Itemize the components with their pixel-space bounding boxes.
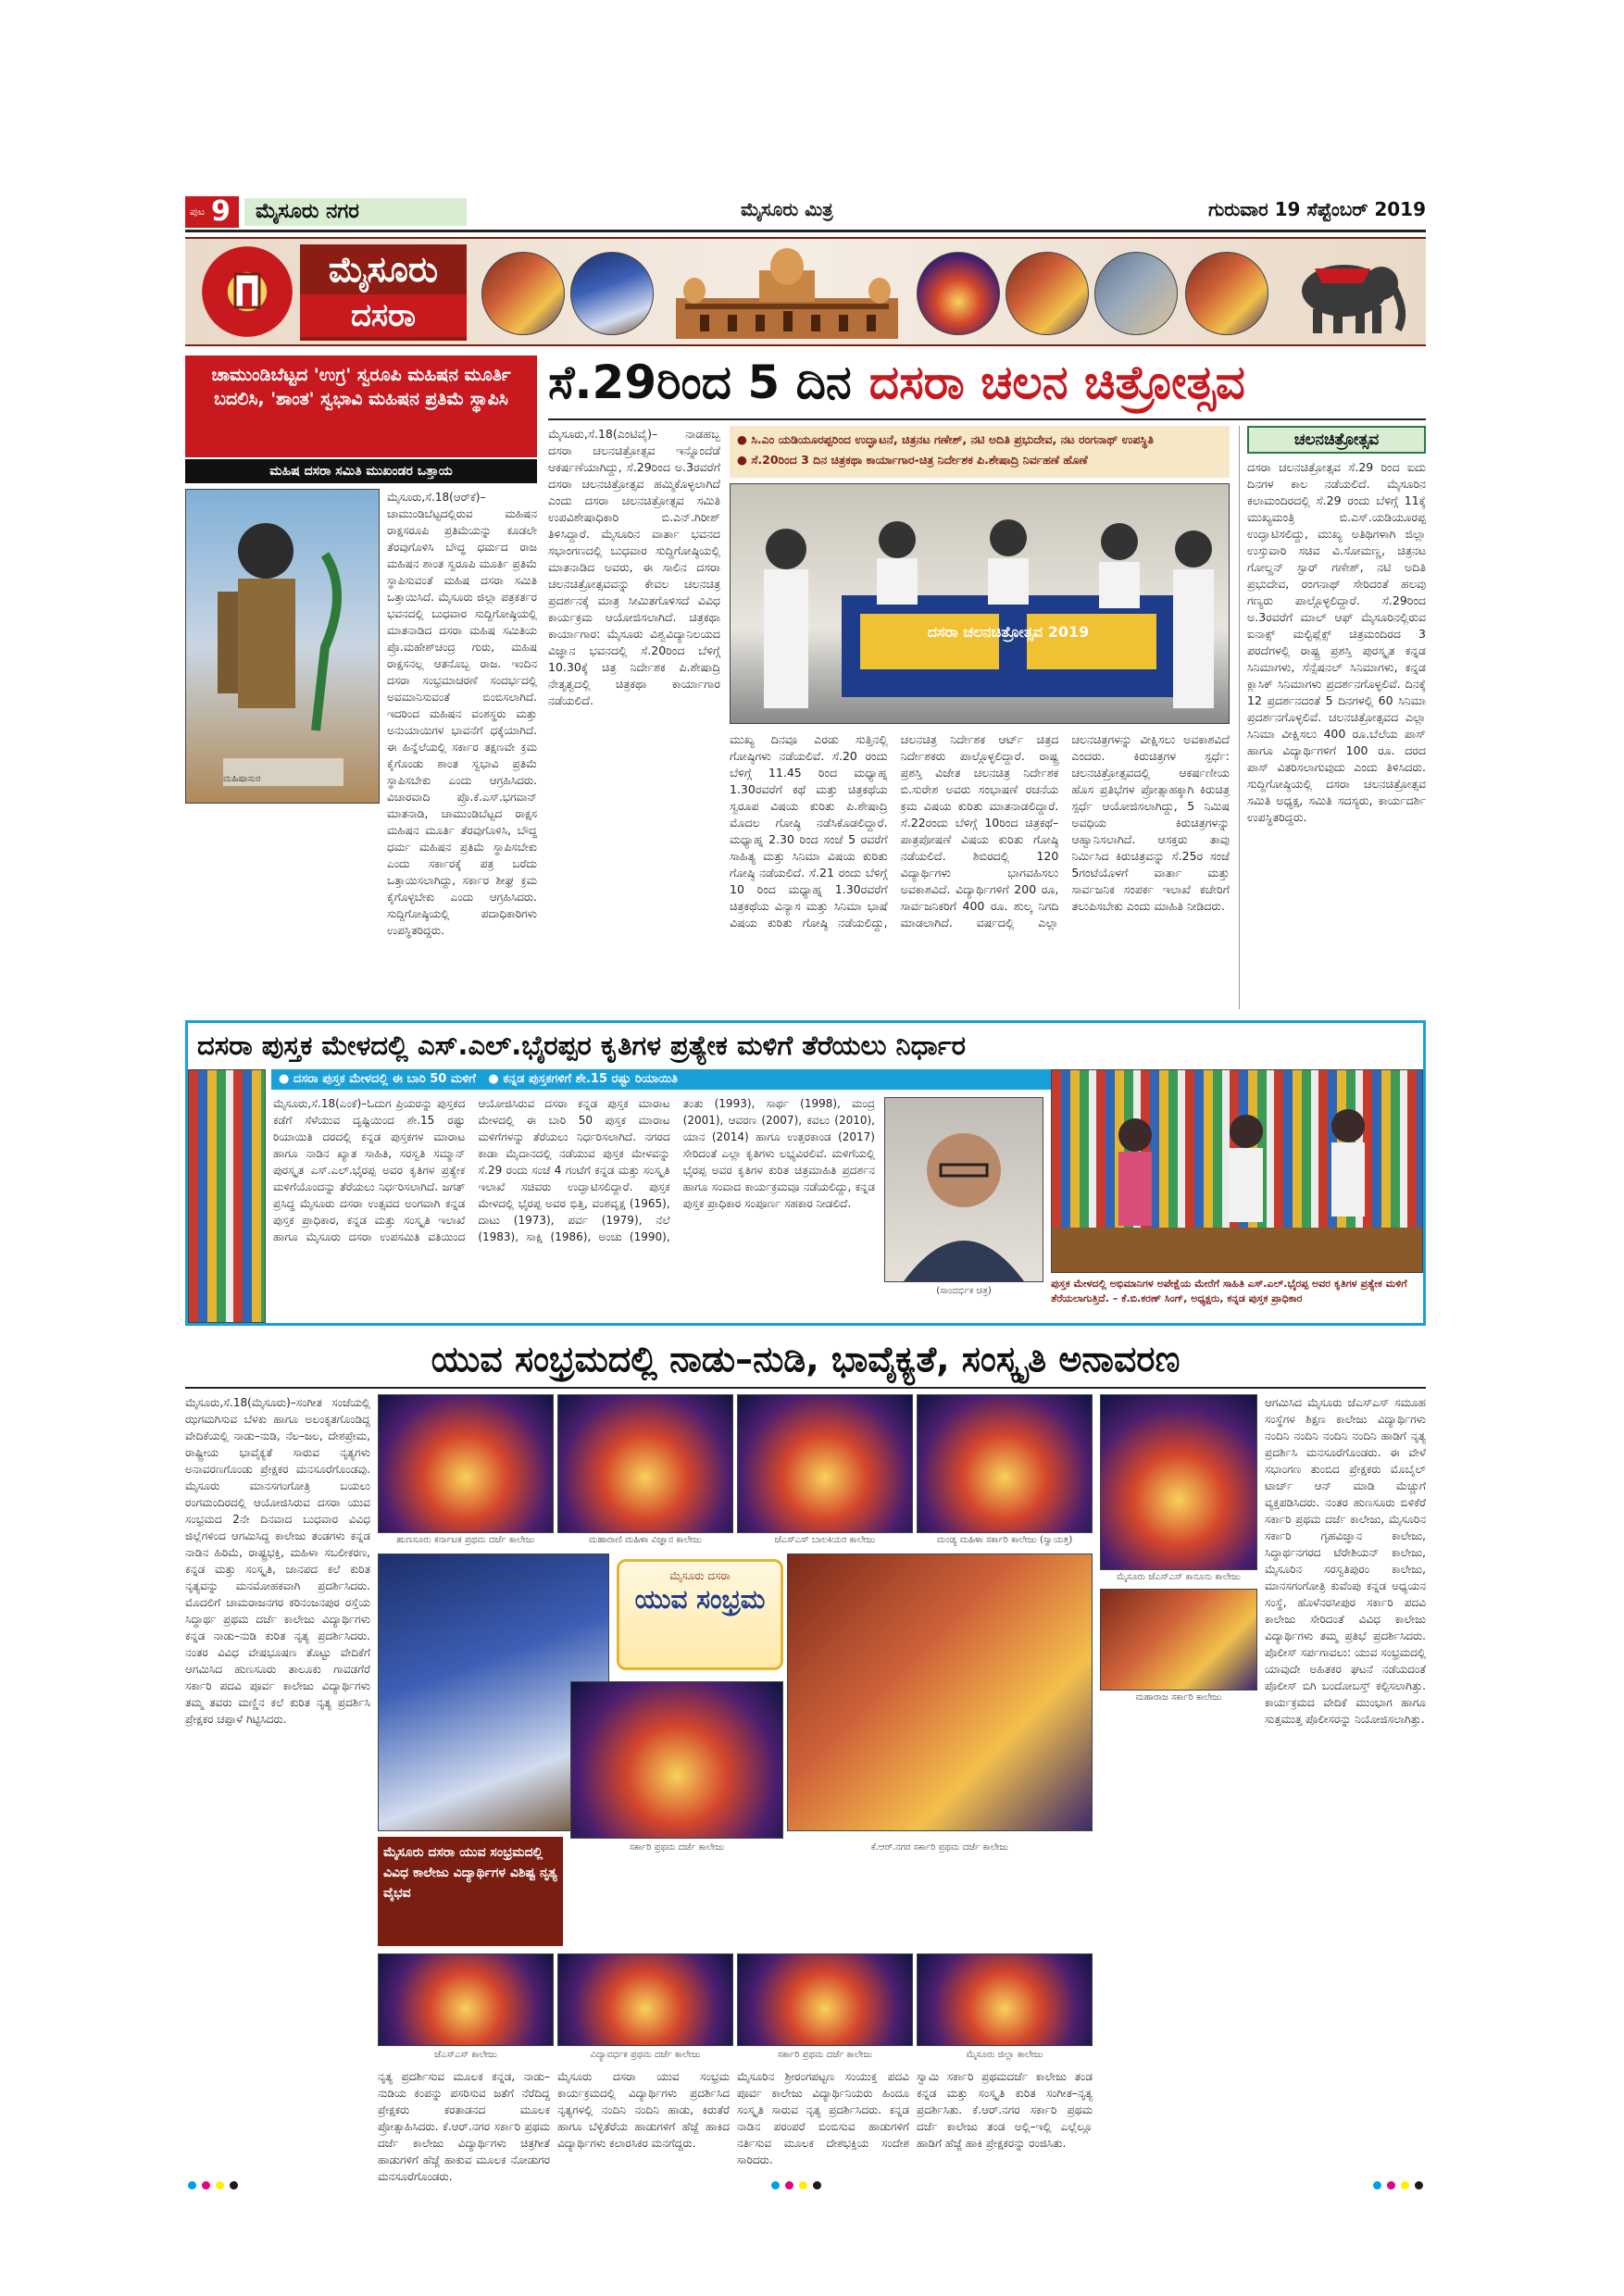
issue-date: ಗುರುವಾರ 19 ಸೆಪ್ಟೆಂಬರ್ 2019	[1208, 198, 1426, 220]
elephant-icon	[1278, 248, 1417, 337]
mahisha-headline: ಚಾಮುಂಡಿಬೆಟ್ಟದ 'ಉಗ್ರ' ಸ್ವರೂಪಿ ಮಹಿಷನ ಮೂರ್ತಿ ಬದಲಿಸಿ, 'ಶಾಂತ' ಸ್ವಭಾವಿ ಮಹಿಷನ ಪ್ರತಿಮೆ ಸ್ಥಾಪಿಸಿ	[185, 356, 537, 457]
book-fair-headline: ದಸರಾ ಪುಸ್ತಕ ಮೇಳದಲ್ಲಿ ಎಸ್.ಎಲ್.ಭೈರಪ್ಪರ ಕೃತಿಗಳ ಪ್ರತ್ಯೇಕ ಮಳಿಗೆ ತೆರೆಯಲು ನಿರ್ಧಾರ	[197, 1029, 967, 1061]
mahisha-story	[185, 356, 537, 1013]
yuva-bottom-3: ಮೈಸೂರಿನ ಶ್ರೀರಂಗಪಟ್ಟಣ ಸಂಯುಕ್ತ ಪದವಿ ಪೂರ್ವ ಕಾಲೇಜು ವಿದ್ಯಾರ್ಥಿನಿಯರು ಹಿಂದೂ ಸಂಸ್ಕೃತಿ ಸಾರುವ ನೃತ್ಯ ಪ್ರದರ್ಶಿಸಿದರು. ಕನ್ನಡ ನಾಡಿನ ಪರಂಪರೆ ಬಿಂಬಿಸುವ ಹಾಡುಗಳಿಗೆ ನರ್ತಿಸುವ ಮೂಲಕ ದೇಶಭಕ್ತಿಯ ಸಂದೇಶ ಸಾರಿದರು.	[737, 2070, 909, 2166]
film-fest-bullet-1: ● ಸಿ.ಎಂ ಯಡಿಯೂರಪ್ಪರಿಂದ ಉದ್ಘಾಟನೆ, ಚಿತ್ರನಟ ಗಣೇಶ್, ನಟಿ ಅದಿತಿ ಪ್ರಭುದೇವ, ನಟ ರಂಗನಾಥ್ ಉಪಸ್ಥಿತಿ	[737, 432, 1154, 446]
yuva-bottom-1: ನೃತ್ಯ ಪ್ರದರ್ಶಿಸುವ ಮೂಲಕ ಕನ್ನಡ, ನಾಡು–ನುಡಿಯ ಕಂಪನ್ನು ಪಸರಿಸುವ ಜತೆಗೆ ನೆರೆದಿದ್ದ ಪ್ರೇಕ್ಷಕರು ಕರತಾಡನದ ಮೂಲಕ ಪ್ರೋತ್ಸಾಹಿಸಿದರು. ಕೆ.ಆರ್.ನಗರ ಸರ್ಕಾರಿ ಪ್ರಥಮ ದರ್ಜೆ ಕಾಲೇಜು ವಿದ್ಯಾರ್ಥಿಗಳು ಚಿತ್ರಗೀತೆ ಹಾಡುಗಳಿಗೆ ಹೆಜ್ಜೆ ಹಾಕುವ ಮೂಲಕ ನೋಡುಗರ ಮನಸೂರೆಗೊಂಡರು.	[378, 2070, 550, 2183]
page-number: 9	[211, 195, 231, 228]
yuva-headline: ಯುವ ಸಂಭ್ರಮದಲ್ಲಿ ನಾಡು–ನುಡಿ, ಭಾವೈಕ್ಯತೆ, ಸಂಸ್ಕೃತಿ ಅನಾವರಣ	[431, 1339, 1181, 1379]
portrait-caption: (ಸಾಂದರ್ಭಿಕ ಚಿತ್ರ)	[936, 1286, 992, 1296]
yuva-strip-caption-3: ಸರ್ಕಾರಿ ಪ್ರಥಮ ದರ್ಜೆ ಕಾಲೇಜು	[777, 2050, 873, 2060]
yuva-caption-3: ಜೆಎಸ್‌ಎಸ್ ಬಾಲಕಿಯರ ಕಾಲೇಜು	[774, 1535, 876, 1545]
reg-dot-magenta	[1387, 2181, 1395, 2190]
banner-title	[300, 244, 467, 341]
yuva-strip-1	[378, 1953, 554, 2046]
sidebar-title: ಚಲನಚಿತ್ರೋತ್ಸವ	[1247, 426, 1426, 454]
yuva-caption-2: ಮಹಾರಾಣಿ ಮಹಿಳಾ ವಿಜ್ಞಾನ ಕಾಲೇಜು	[588, 1535, 703, 1545]
book-fair-bullet-1: ದಸರಾ ಪುಸ್ತಕ ಮೇಳದಲ್ಲಿ ಈ ಬಾರಿ 50 ಮಳಿಗೆ	[293, 1072, 476, 1086]
reg-dot-cyan	[188, 2181, 196, 2190]
yuva-photo-6	[570, 1681, 783, 1839]
sidebar-body: ದಸರಾ ಚಲನಚಿತ್ರೋತ್ಸವ ಸೆ.29 ರಿಂದ ಐದು ದಿನಗಳ ಕಾಲ ನಡೆಯಲಿದೆ. ಮೈಸೂರಿನ ಕಲಾಮಂದಿರದಲ್ಲಿ ಸೆ.29 ರಂದು ಬೆಳಿಗ್ಗೆ 11ಕ್ಕೆ ಮುಖ್ಯಮಂತ್ರಿ ಬಿ.ಎಸ್.ಯಡಿಯೂರಪ್ಪ ಉದ್ಘಾಟಿಸಲಿದ್ದು, ಮುಖ್ಯ ಅತಿಥಿಗಳಾಗಿ ಜಿಲ್ಲಾ ಉಸ್ತುವಾರಿ ಸಚಿವ ವಿ.ಸೋಮಣ್ಣ, ಚಿತ್ರನಟ ಗೋಲ್ಡನ್ ಸ್ಟಾರ್ ಗಣೇಶ್, ನಟಿ ಅದಿತಿ ಪ್ರಭುದೇವ, ರಂಗನಾಥ್ ಸೇರಿದಂತೆ ಹಲವು ಗಣ್ಯರು ಪಾಲ್ಗೊಳ್ಳಲಿದ್ದಾರೆ. ಸೆ.29ರಿಂದ ಅ.3ರವರೆಗೆ ಮಾಲ್ ಆಫ್ ಮೈಸೂರಿನಲ್ಲಿರುವ ಐನಾಕ್ಸ್ ಮಲ್ಟಿಪ್ಲೆಕ್ಸ್ ಚಿತ್ರಮಂದಿರದ 3 ಪರದೆಗಳಲ್ಲಿ ರಾಷ್ಟ್ರ ಪ್ರಶಸ್ತಿ ಪುರಸ್ಕೃತ ಕನ್ನಡ ಸಿನಿಮಾಗಳು, ಸೆನ್ಸೆಷನಲ್ ಸಿನಿಮಾಗಳು, ಕನ್ನಡ ಕ್ಲಾಸಿಕ್ ಸಿನಿಮಾಗಳು ಪ್ರದರ್ಶನಗೊಳ್ಳಲಿವೆ. ದಿನಕ್ಕೆ 12 ಪ್ರದರ್ಶನದಂತೆ 5 ದಿನಗಳಲ್ಲಿ 60 ಸಿನಿಮಾ ಪ್ರದರ್ಶನಗೊಳ್ಳಲಿವೆ. ಚಲನಚಿತ್ರೋತ್ಸವದ ಎಲ್ಲಾ ಸಿನಿಮಾ ವೀಕ್ಷಿಸಲು 400 ರೂ.ಬೆಲೆಯ ಪಾಸ್ ಹಾಗೂ ವಿದ್ಯಾರ್ಥಿಗಳಿಗೆ 100 ರೂ. ದರದ ಪಾಸ್ ವಿತರಿಸಲಾಗುವುದು ಎಂದು ತಿಳಿಸಿದರು. ಸುದ್ದಿಗೋಷ್ಠಿಯಲ್ಲಿ ದಸರಾ ಚಲನಚಿತ್ರೋತ್ಸವ ಸಮಿತಿ ಅಧ್ಯಕ್ಷ, ಸಮಿತಿ ಸದಸ್ಯರು, ಕಾರ್ಯದರ್ಶಿ ಉಪಸ್ಥಿತರಿದ್ದರು.	[1247, 460, 1426, 824]
film-fest-sidebar	[1239, 426, 1426, 1009]
reg-dot-cyan	[771, 2181, 780, 2190]
film-fest-headline	[548, 356, 1426, 417]
yuva-logo-small: ಮೈಸೂರು ದಸರಾ	[669, 1569, 731, 1582]
registration-marks-center	[768, 2176, 824, 2193]
reg-dot-yellow	[216, 2181, 224, 2190]
yuva-rule	[185, 1387, 1426, 1389]
yuva-strip-caption-1: ಜೆಎಸ್‌ಎಸ್ ಕಾಲೇಜು	[434, 2050, 497, 2060]
dasara-banner	[185, 237, 1426, 346]
banner-title-line1: ಮೈಸೂರು	[328, 249, 439, 290]
yuva-logo-big: ಯುವ ಸಂಭ್ರಮ	[634, 1584, 766, 1615]
yuva-shiva-photo	[1100, 1394, 1257, 1570]
reg-dot-magenta	[785, 2181, 793, 2190]
book-fair-bullets: ● ದಸರಾ ಪುಸ್ತಕ ಮೇಳದಲ್ಲಿ ಈ ಬಾರಿ 50 ಮಳಿಗೆ ● ಕನ್ನಡ ಪುಸ್ತಕಗಳಿಗೆ ಶೇ.15 ರಷ್ಟು ರಿಯಾಯಿತಿ	[271, 1069, 1058, 1090]
film-fest-bullet-2: ● ಸೆ.20ರಿಂದ 3 ದಿನ ಚಿತ್ರಕಥಾ ಕಾರ್ಯಾಗಾರ-ಚಿತ್ರ ನಿರ್ದೇಶಕ ಪಿ.ಶೇಷಾದ್ರಿ ನಿರ್ವಹಣೆ ಹೊಣೆ	[737, 453, 1088, 467]
yuva-strip-2	[557, 1953, 733, 2046]
film-fest-body-bottom: ಮುಖ್ಯ ದಿನವೂ ಎರಡು ಸುತ್ತಿನಲ್ಲಿ ಗೋಷ್ಠಿಗಳು ನಡೆಯಲಿವೆ. ಸೆ.20 ರಂದು ಬೆಳಿಗ್ಗೆ 11.45 ರಿಂದ ಮಧ್ಯಾಹ್ನ 1.30ರವರೆಗೆ ಕಥೆ ಮತ್ತು ಚಿತ್ರಕಥೆಯ ಸ್ವರೂಪ ವಿಷಯ ಕುರಿತು ಪಿ.ಶೇಷಾದ್ರಿ ಮೊದಲ ಗೋಷ್ಠಿ ನಡೆಸಿಕೊಡಲಿದ್ದಾರೆ. ಮಧ್ಯಾಹ್ನ 2.30 ರಿಂದ ಸಂಜೆ 5 ರವರೆಗೆ ಸಾಹಿತ್ಯ ಮತ್ತು ಸಿನಿಮಾ ವಿಷಯ ಕುರಿತು ಗೋಷ್ಠಿ ನಡೆಯಲಿದೆ. ಸೆ.21 ರಂದು ಬೆಳಿಗ್ಗೆ 10 ರಿಂದ ಮಧ್ಯಾಹ್ನ 1.30ರವರೆಗೆ ಚಿತ್ರಕಥೆಯ ವಿನ್ಯಾಸ ಮತ್ತು ಸಿನಿಮಾ ಭಾಷೆ ವಿಷಯ ಕುರಿತು ಗೋಷ್ಠಿ ನಡೆಯಲಿದ್ದು, ಚಲನಚಿತ್ರ ನಿರ್ದೇಶಕ ಆರ್ಟ್ ಚಿತ್ರದ ನಿರ್ದೇಶಕರು ಪಾಲ್ಗೊಳ್ಳಲಿದ್ದಾರೆ. ರಾಷ್ಟ್ರ ಪ್ರಶಸ್ತಿ ವಿಜೇತ ಚಲನಚಿತ್ರ ನಿರ್ದೇಶಕ ಬಿ.ಸುರೇಶ ಅವರು ಸಂಭಾಷಣೆ ರಚನೆಯ ಕ್ರಮ ವಿಷಯ ಕುರಿತು ಮಾತನಾಡಲಿದ್ದಾರೆ. ಸೆ.22ರಂದು ಬೆಳಿಗ್ಗೆ 10ರಿಂದ ಚಿತ್ರಕಥೆ–ಪಾತ್ರಪೋಷಣೆ ವಿಷಯ ಕುರಿತು ಗೋಷ್ಠಿ ನಡೆಯಲಿದೆ. ಶಿಬಿರದಲ್ಲಿ 120 ವಿದ್ಯಾರ್ಥಿಗಳು ಭಾಗವಹಿಸಲು ಅವಕಾಶವಿದೆ. ವಿದ್ಯಾರ್ಥಿಗಳಿಗೆ 200 ರೂ, ಸಾರ್ವಜನಿಕರಿಗೆ 400 ರೂ. ಶುಲ್ಕ ನಿಗದಿ ಮಾಡಲಾಗಿದೆ. ವರ್ಷದಲ್ಲಿ ಎಲ್ಲಾ ಚಲನಚಿತ್ರಗಳನ್ನು ವೀಕ್ಷಿಸಲು ಅವಕಾಶವಿದೆ ಎಂದರು. ಕಿರುಚಿತ್ರಗಳ ಸ್ಪರ್ಧೆ: ಚಲನಚಿತ್ರೋತ್ಸವದಲ್ಲಿ ಆಕರ್ಷಣೀಯ ಹೊಸ ಪ್ರತಿಭೆಗಳ ಪ್ರೋತ್ಸಾಹಕ್ಕಾಗಿ ಕಿರುಚಿತ್ರ ಸ್ಪರ್ಧೆ ಆಯೋಜಿಸಲಾಗಿದ್ದು, 5 ನಿಮಿಷ ಅವಧಿಯ ಕಿರುಚಿತ್ರಗಳನ್ನು ಆಹ್ವಾನಿಸಲಾಗಿದೆ. ಆಸಕ್ತರು ತಾವು ನಿರ್ಮಿಸಿದ ಕಿರುಚಿತ್ರವನ್ನು ಸೆ.25ರ ಸಂಜೆ 5ಗಂಟೆಯೊಳಗೆ ವಾರ್ತಾ ಮತ್ತು ಸಾರ್ವಜನಿಕ ಸಂಪರ್ಕ ಇಲಾಖೆ ಕಚೇರಿಗೆ ತಲುಪಿಸಬೇಕು ಎಂದು ಮಾಹಿತಿ ನೀಡಿದರು.	[730, 732, 1230, 930]
page-number-badge	[185, 196, 239, 228]
film-fest-headline-b: ದಸರಾ ಚಲನ ಚಿತ್ರೋತ್ಸವ	[868, 356, 1245, 409]
yuva-logo	[617, 1559, 783, 1670]
reg-dot-black	[813, 2181, 821, 2190]
banner-thumb-2	[570, 252, 654, 335]
banner-title-line2: ದಸರಾ	[300, 294, 467, 337]
yuva-photo-2	[557, 1394, 733, 1533]
yuva-strip-caption-2: ವಿದ್ಯಾವರ್ಧಕ ಪ್ರಥಮ ದರ್ಜೆ ಕಾಲೇಜು	[590, 2050, 701, 2060]
mahisha-subhead: ಮಹಿಷ ದಸರಾ ಸಮಿತಿ ಮುಖಂಡರ ಒತ್ತಾಯ	[185, 459, 537, 483]
yuva-photo-4	[917, 1394, 1093, 1533]
goddess-thumb	[1185, 252, 1268, 335]
yuva-caption-6: ಕೆ.ಆರ್.ನಗರ ಸರ್ಕಾರಿ ಪ್ರಥಮ ದರ್ಜೆ ಕಾಲೇಜು	[870, 1842, 1009, 1853]
bhyrappa-portrait	[884, 1097, 1043, 1282]
film-fest-rule	[548, 418, 1426, 420]
film-fest-body-top: ಮೈಸೂರು,ಸೆ.18(ಎಂಟಿವೈ)– ನಾಡಹಬ್ಬ ದಸರಾ ಚಲನಚಿತ್ರೋತ್ಸವ ಇನ್ನೊಂದೆಡೆ ಆಕರ್ಷಣೆಯಾಗಿದ್ದು, ಸೆ.29ರಿಂದ ಅ.3ರವರೆಗೆ ದಸರಾ ಚಲನಚಿತ್ರೋತ್ಸವ ಹಮ್ಮಿಕೊಳ್ಳಲಾಗಿದೆ ಎಂದು ದಸರಾ ಚಲನಚಿತ್ರೋತ್ಸವ ಸಮಿತಿ ಉಪವಿಶೇಷಾಧಿಕಾರಿ ಬಿ.ಎನ್.ಗಿರೀಶ್ ತಿಳಿಸಿದ್ದಾರೆ. ಮೈಸೂರಿನ ವಾರ್ತಾ ಭವನದ ಸಭಾಂಗಣದಲ್ಲಿ ಬುಧವಾರ ಸುದ್ದಿಗೋಷ್ಠಿಯಲ್ಲಿ ಮಾತನಾಡಿದ ಅವರು, ಈ ಸಾಲಿನ ದಸರಾ ಚಲನಚಿತ್ರೋತ್ಸವವನ್ನು ಕೇವಲ ಚಲನಚಿತ್ರ ಪ್ರದರ್ಶನಕ್ಕೆ ಮಾತ್ರ ಸೀಮಿತಗೊಳಿಸದೆ ವಿವಿಧ ಕಾರ್ಯಕ್ರಮ ಆಯೋಜಿಸಲಾಗಿದೆ. ಚಿತ್ರಕಥಾ ಕಾರ್ಯಾಗಾರ: ಮೈಸೂರು ವಿಶ್ವವಿದ್ಯಾನಿಲಯದ ವಿಜ್ಞಾನ ಭವನದಲ್ಲಿ ಸೆ.20ರಿಂದ ಬೆಳಿಗ್ಗೆ 10.30ಕ್ಕೆ ಚಿತ್ರ ನಿರ್ದೇಶಕ ಪಿ.ಶೇಷಾದ್ರಿ ನೇತೃತ್ವದಲ್ಲಿ ಚಿತ್ರಕಥಾ ಕಾರ್ಯಾಗಾರ ನಡೆಯಲಿದೆ.	[548, 427, 720, 707]
banner-thumb-4	[1006, 252, 1089, 335]
yuva-bottom-strip	[378, 1953, 1093, 2065]
film-fest-headline-a: ಸೆ.29ರಿಂದ 5 ದಿನ	[548, 356, 852, 409]
yuva-goddess-photo	[1100, 1589, 1257, 1691]
header-bar	[185, 196, 1426, 228]
film-fest-press-photo	[730, 483, 1230, 724]
yuva-right-photos	[1100, 1394, 1426, 1726]
reg-dot-black	[230, 2181, 238, 2190]
reg-dot-cyan	[1373, 2181, 1381, 2190]
yuva-caption-1: ಹುಣಸೂರು ಕರ್ನಾಟಕ ಪ್ರಥಮ ದರ್ಜೆ ಕಾಲೇಜು	[396, 1535, 535, 1545]
book-fair-body: ಮೈಸೂರು,ಸೆ.18(ಎಂಕೆ)–ಓದುಗ ಪ್ರಿಯರನ್ನು ಪುಸ್ತಕದ ಕಡೆಗೆ ಸೆಳೆಯುವ ದೃಷ್ಟಿಯಿಂದ ಶೇ.15 ರಷ್ಟು ರಿಯಾಯಿತಿ ದರದಲ್ಲಿ ಕನ್ನಡ ಪುಸ್ತಕಗಳ ಮಾರಾಟ ಹಾಗೂ ನಾಡಿನ ಖ್ಯಾತ ಸಾಹಿತಿ, ಸರಸ್ವತಿ ಸಮ್ಮಾನ್ ಪುರಸ್ಕೃತ ಎಸ್.ಎಲ್.ಭೈರಪ್ಪ ಅವರ ಕೃತಿಗಳ ಪ್ರತ್ಯೇಕ ಮಳಿಗೆಯೊಂದನ್ನು ತೆರೆಯಲು ನಿರ್ಧರಿಸಲಾಗಿದೆ. ಜಗತ್ ಪ್ರಸಿದ್ಧ ಮೈಸೂರು ದಸರಾ ಉತ್ಸವದ ಅಂಗವಾಗಿ ಕನ್ನಡ ಪುಸ್ತಕ ಪ್ರಾಧಿಕಾರ, ಕನ್ನಡ ಮತ್ತು ಸಂಸ್ಕೃತಿ ಇಲಾಖೆ ಹಾಗೂ ಮೈಸೂರು ದಸರಾ ಉಪಸಮಿತಿ ವತಿಯಿಂದ ಆಯೋಜಿಸಿರುವ ದಸರಾ ಕನ್ನಡ ಪುಸ್ತಕ ಮಾರಾಟ ಮೇಳದಲ್ಲಿ ಈ ಬಾರಿ 50 ಪುಸ್ತಕ ಮಾರಾಟ ಮಳಿಗೆಗಳನ್ನು ತೆರೆಯಲು ನಿರ್ಧರಿಸಲಾಗಿದೆ. ನಗರದ ಕಾಡಾ ಮೈದಾನದಲ್ಲಿ ನಡೆಯುವ ಪುಸ್ತಕ ಮೇಳವನ್ನು ಸೆ.29 ರಂದು ಸಂಜೆ 4 ಗಂಟೆಗೆ ಕನ್ನಡ ಮತ್ತು ಸಂಸ್ಕೃತಿ ಇಲಾಖೆ ಸಚಿವರು ಉದ್ಘಾಟಿಸಲಿದ್ದಾರೆ. ಪುಸ್ತಕ ಮೇಳದಲ್ಲಿ ಭೈರಪ್ಪ ಅವರ ಭಿತ್ತಿ, ವಂಶವೃಕ್ಷ (1965), ದಾಟು (1973), ಪರ್ವ (1979), ನೆಲೆ (1983), ಸಾಕ್ಷಿ (1986), ಅಂಚು (1990), ತಂತು (1993), ಸಾರ್ಥ (1998), ಮಂದ್ರ (2001), ಆವರಣ (2007), ಕವಲು (2010), ಯಾನ (2014) ಹಾಗೂ ಉತ್ತರಕಾಂಡ (2017) ಸೇರಿದಂತೆ ಎಲ್ಲಾ ಕೃತಿಗಳು ಲಭ್ಯವಿರಲಿವೆ. ಮಳಿಗೆಯಲ್ಲಿ ಭೈರಪ್ಪ ಅವರ ಕೃತಿಗಳ ಕುರಿತ ಚಿತ್ರಮಾಹಿತಿ ಪ್ರದರ್ಶನ ಹಾಗೂ ಸಂವಾದ ಕಾರ್ಯಕ್ರಮವೂ ನಡೆಯಲಿದ್ದು, ಕನ್ನಡ ಪುಸ್ತಕ ಪ್ರಾಧಿಕಾರ ಸಂಪೂರ್ಣ ಸಹಕಾರ ನೀಡಲಿದೆ.	[273, 1097, 875, 1243]
yuva-strip-3	[737, 1953, 913, 2046]
section-title: ಮೈಸೂರು ನಗರ	[244, 198, 467, 226]
paper-name: ಮೈಸೂರು ಮಿತ್ರ	[741, 198, 833, 220]
yuva-col-right: ಆಗಮಿಸಿದ ಮೈಸೂರು ಜೆಎಸ್‌ಎಸ್ ಸಮೂಹ ಸಂಸ್ಥೆಗಳ ಶಿಕ್ಷಣ ಕಾಲೇಜು ವಿದ್ಯಾರ್ಥಿಗಳು ನಂದಿನಿ ನಂದಿನಿ ನಂದಿನಿ ನಂದಿನಿ ಹಾಡಿಗೆ ನೃತ್ಯ ಪ್ರದರ್ಶಿಸಿ ಮನಸೂರೆಗೊಂಡರು. ಈ ವೇಳೆ ಸಭಾಂಗಣ ತುಂಬಿದ ಪ್ರೇಕ್ಷಕರು ಮೊಬೈಲ್ ಟಾರ್ಚ್ ಆನ್ ಮಾಡಿ ಮೆಚ್ಚುಗೆ ವ್ಯಕ್ತಪಡಿಸಿದರು. ನಂತರ ಹುಣಸೂರು ಬಿಳಿಕೆರೆ ಸರ್ಕಾರಿ ಪ್ರಥಮ ದರ್ಜೆ ಕಾಲೇಜು, ಮೈಸೂರಿನ ಸರ್ಕಾರಿ ಗೃಹವಿಜ್ಞಾನ ಕಾಲೇಜು, ಸಿದ್ಧಾರ್ಥನಗರದ ಟೆರೇಶಿಯನ್ ಕಾಲೇಜು, ಮೈಸೂರಿನ ಸರಸ್ವತಿಪುರಂ ಕಾಲೇಜು, ಮಾನಸಗಂಗೋತ್ರಿ ಕುವೆಂಪು ಕನ್ನಡ ಅಧ್ಯಯನ ಸಂಸ್ಥೆ, ಹೊಳೆನರಸೀಪುರ ಸರ್ಕಾರಿ ಪದವಿ ಕಾಲೇಜು ಸೇರಿದಂತೆ ವಿವಿಧ ಕಾಲೇಜು ವಿದ್ಯಾರ್ಥಿಗಳು ತಮ್ಮ ಪ್ರತಿಭೆ ಪ್ರದರ್ಶಿಸಿದರು. ಪೊಲೀಸ್ ಸರ್ಪಗಾವಲು: ಯುವ ಸಂಭ್ರಮದಲ್ಲಿ ಯಾವುದೇ ಅಹಿತಕರ ಘಟನೆ ನಡೆಯದಂತೆ ಪೊಲೀಸ್ ಬಿಗಿ ಬಂದೋಬಸ್ತ್ ಕಲ್ಪಿಸಲಾಗಿತ್ತು. ಕಾರ್ಯಕ್ರಮದ ವೇದಿಕೆ ಮುಂಭಾಗ ಹಾಗೂ ಸುತ್ತಮುತ್ತ ಪೊಲೀಸರನ್ನು ನಿಯೋಜಿಸಲಾಗಿತ್ತು.	[1265, 1396, 1426, 1726]
reg-dot-yellow	[799, 2181, 807, 2190]
dasara-emblem-icon	[202, 246, 293, 337]
book-fair-bullet-2: ಕನ್ನಡ ಪುಸ್ತಕಗಳಿಗೆ ಶೇ.15 ರಷ್ಟು ರಿಯಾಯಿತಿ	[503, 1072, 679, 1086]
book-stack-photo	[188, 1069, 266, 1323]
yuva-photo-5	[787, 1554, 1093, 1831]
yuva-photo-3	[737, 1394, 913, 1533]
mysore-palace-icon	[667, 243, 907, 343]
yuva-bottom-2: ಮೈಸೂರು ದಸರಾ ಯುವ ಸಂಭ್ರಮ ಕಾರ್ಯಕ್ರಮದಲ್ಲಿ ವಿದ್ಯಾರ್ಥಿಗಳು ಪ್ರದರ್ಶಿಸಿದ ನೃತ್ಯಗಳಲ್ಲಿ ನಂದಿನಿ ನಂದಿನಿ ಹಾಡು, ಕಿರುತೆರೆ ಹಾಗೂ ಬೆಳ್ಳಿತೆರೆಯ ಹಾಡುಗಳಿಗೆ ಹೆಜ್ಜೆ ಹಾಕಿದ ವಿದ್ಯಾರ್ಥಿಗಳು ಕಲಾರಸಿಕರ ಮನಗೆದ್ದರು.	[557, 2070, 730, 2150]
book-stall-caption: ಪುಸ್ತಕ ಮೇಳದಲ್ಲಿ ಅಭಿಮಾನಿಗಳ ಅಪೇಕ್ಷೆಯ ಮೇರೆಗೆ ಸಾಹಿತಿ ಎಸ್.ಎಲ್.ಭೈರಪ್ಪ ಅವರ ಕೃತಿಗಳ ಪ್ರತ್ಯೇಕ ಮಳಿಗೆ ತೆರೆಯಲಾಗುತ್ತಿದೆ. – ಕೆ.ಬಿ.ಕರಣ್ ಸಿಂಗ್, ಅಧ್ಯಕ್ಷರು, ಕನ್ನಡ ಪುಸ್ತಕ ಪ್ರಾಧಿಕಾರ	[1051, 1278, 1407, 1304]
reg-dot-yellow	[1401, 2181, 1409, 2190]
yuva-col-left: ಮೈಸೂರು,ಸೆ.18(ಮೈಸೂರು)–ಸಂಗೀತ ಸಂಜೆಯಲ್ಲಿ ಝಗಮಗಿಸುವ ಬೆಳಕು ಹಾಗೂ ಅಲಂಕೃತಗೊಂಡಿದ್ದ ವೇದಿಕೆಯಲ್ಲಿ ನಾಡು–ನುಡಿ, ನೆಲ–ಜಲ, ದೇಶಪ್ರೇಮ, ರಾಷ್ಟ್ರೀಯ ಭಾವೈಕ್ಯತೆ ಸಾರುವ ನೃತ್ಯಗಳು ಅನಾವರಣಗೊಂಡು ಪ್ರೇಕ್ಷಕರ ಮನಸೂರೆಗೊಂಡವು. ಮೈಸೂರು ಮಾನಸಗಂಗೋತ್ರಿ ಬಯಲು ರಂಗಮಂದಿರದಲ್ಲಿ ಆಯೋಜಿಸಿರುವ ದಸರಾ ಯುವ ಸಂಭ್ರಮದ 2ನೇ ದಿನವಾದ ಬುಧವಾರ ವಿವಿಧ ಜಿಲ್ಲೆಗಳಿಂದ ಆಗಮಿಸಿದ್ದ ಕಾಲೇಜು ತಂಡಗಳು ಕನ್ನಡ ನಾಡಿನ ಹಿರಿಮೆ, ರಾಷ್ಟ್ರಭಕ್ತಿ, ಮಹಿಳಾ ಸಬಲೀಕರಣ, ಕನ್ನಡ ಮತ್ತು ಸಂಸ್ಕೃತಿ, ಜಾನಪದ ಕಲೆ ಕುರಿತ ನೃತ್ಯವನ್ನು ಮನಮೋಹಕವಾಗಿ ಪ್ರದರ್ಶಿಸಿದರು. ಮೊದಲಿಗೆ ಚಾಮರಾಜನಗರ ಕರಿನಂಜನಪುರ ರಸ್ತೆಯ ಸಿದ್ಧಾರ್ಥ ಪ್ರಥಮ ದರ್ಜೆ ಕಾಲೇಜು ವಿದ್ಯಾರ್ಥಿಗಳು ಕನ್ನಡ ನಾಡು–ನುಡಿ ಕುರಿತ ನೃತ್ಯ ಪ್ರದರ್ಶಿಸಿದರು. ನಂತರ ವಿವಿಧ ವೇಷಭೂಷಣ ತೊಟ್ಟು ವೇದಿಕೆಗೆ ಆಗಮಿಸಿದ ಹುಣಸೂರು ತಾಲೂಕು ಗಾವಡಗೆರೆ ಸರ್ಕಾರಿ ಪದವಿ ಪೂರ್ವ ಕಾಲೇಜು ವಿದ್ಯಾರ್ಥಿಗಳು ತಮ್ಮ ತವರು ಮಣ್ಣಿನ ಕಲೆ ಕುರಿತ ನೃತ್ಯ ಪ್ರದರ್ಶಿಸಿ ಪ್ರೇಕ್ಷಕರ ಚಪ್ಪಾಳೆ ಗಿಟ್ಟಿಸಿದರು.	[185, 1396, 370, 1726]
yuva-info-box: ಮೈಸೂರು ದಸರಾ ಯುವ ಸಂಭ್ರಮದಲ್ಲಿ ವಿವಿಧ ಕಾಲೇಜು ವಿದ್ಯಾರ್ಥಿಗಳ ವಿಶಿಷ್ಟ ನೃತ್ಯ ವೈಭವ	[378, 1837, 563, 1946]
banner-thumb-1	[481, 252, 565, 335]
yuva-photo-grid	[378, 1394, 1093, 1950]
yuva-caption-5: ಸರ್ಕಾರಿ ಪ್ರಥಮ ದರ್ಜೆ ಕಾಲೇಜು	[629, 1842, 725, 1853]
yuva-caption-8: ಮಹಾರಾಜ ಸರ್ಕಾರಿ ಕಾಲೇಜು	[1135, 1692, 1222, 1703]
book-stall-photo	[1051, 1069, 1423, 1273]
yuva-caption-7: ಮೈಸೂರು ಜೆಎಸ್‌ಎಸ್ ಕಾನೂನು ಕಾಲೇಜು	[1116, 1572, 1242, 1582]
film-fest-bullets	[730, 426, 1230, 478]
page-label: ಪುಟ	[190, 206, 206, 218]
header-rule	[185, 230, 1426, 232]
yuva-photo-1	[378, 1394, 554, 1533]
reg-dot-magenta	[202, 2181, 210, 2190]
yuva-strip-caption-4: ಮೈಸೂರು ಜಿಲ್ಲಾ ಕಾಲೇಜು	[966, 2050, 1043, 2060]
film-fest-banner-text: ದಸರಾ ಚಲನಚಿತ್ರೋತ್ಸವ 2019	[927, 623, 1090, 641]
book-fair-box	[185, 1020, 1426, 1326]
banner-thumb-3	[917, 252, 1000, 335]
registration-marks-right	[1370, 2176, 1426, 2193]
banner-thumb-5	[1094, 252, 1178, 335]
mahisha-statue-photo	[185, 489, 380, 804]
reg-dot-black	[1415, 2181, 1423, 2190]
yuva-caption-4: ಮಂಡ್ಯ ಮಹಿಳಾ ಸರ್ಕಾರಿ ಕಾಲೇಜು (ಸ್ವಾಯತ್ತ)	[936, 1535, 1073, 1545]
mahisha-photo-caption: ಮಹಿಷಾಸುರ	[223, 774, 261, 784]
yuva-bottom-4: ಸ್ವಾಮಿ ಸರ್ಕಾರಿ ಪ್ರಥಮದರ್ಜೆ ಕಾಲೇಜು ತಂಡ ಕನ್ನಡ ಮತ್ತು ಸಂಸ್ಕೃತಿ ಕುರಿತ ಸಂಗೀತ–ನೃತ್ಯ ಪ್ರದರ್ಶಿಸಿತು. ಕೆ.ಆರ್.ನಗರ ಸರ್ಕಾರಿ ಪ್ರಥಮ ದರ್ಜೆ ಕಾಲೇಜು ತಂಡ ಅಲ್ಲಿ–ಇಲ್ಲಿ ಎಲ್ಲೆಲ್ಲೂ ಹಾಡಿಗೆ ಹೆಜ್ಜೆ ಹಾಕಿ ಪ್ರೇಕ್ಷಕರನ್ನು ರಂಜಿಸಿತು.	[917, 2070, 1093, 2150]
yuva-strip-4	[917, 1953, 1093, 2046]
registration-marks-left	[185, 2176, 241, 2193]
mahisha-body: ಮೈಸೂರು,ಸೆ.18(ಆರ್‌ಕೆ)–ಚಾಮುಂಡಿಬೆಟ್ಟದಲ್ಲಿರುವ ಮಹಿಷನ ರಾಕ್ಷಸರೂಪಿ ಪ್ರತಿಮೆಯನ್ನು ಕೂಡಲೇ ತೆರವುಗೊಳಿಸಿ ಬೌದ್ಧ ಧರ್ಮದ ರಾಜ ಮಹಿಷನ ಶಾಂತ ಸ್ವರೂಪಿ ಮೂರ್ತಿ ಪ್ರತಿಮೆ ಸ್ಥಾಪಿಸುವಂತೆ ಮಹಿಷ ದಸರಾ ಸಮಿತಿ ಒತ್ತಾಯಿಸಿದೆ. ಮೈಸೂರು ಜಿಲ್ಲಾ ಪತ್ರಕರ್ತರ ಭವನದಲ್ಲಿ ಬುಧವಾರ ಸುದ್ದಿಗೋಷ್ಠಿಯಲ್ಲಿ ಮಾತನಾಡಿದ ದಸರಾ ಮಹಿಷ ಸಮಿತಿಯ ಪ್ರೊ.ಮಹೇಶ್‌ಚಂದ್ರ ಗುರು, ಮಹಿಷ ರಾಕ್ಷಸನಲ್ಲ ಆತನೊಬ್ಬ ರಾಜ. ಇಂದಿನ ದಸರಾ ಸಂಭ್ರಮಾಚರಣೆ ಸಂದರ್ಭದಲ್ಲಿ ಅವಮಾನಿಸುವಂತೆ ಬಿಂಬಿಸಲಾಗಿದೆ. ಇದರಿಂದ ಮಹಿಷನ ವಂಶಸ್ಥರು ಮತ್ತು ಅನುಯಾಯಿಗಳ ಭಾವನೆಗೆ ಧಕ್ಕೆಯಾಗಿದೆ. ಈ ಹಿನ್ನೆಲೆಯಲ್ಲಿ ಸರ್ಕಾರ ತಕ್ಷಣವೇ ಕ್ರಮ ಕೈಗೊಂಡು ಶಾಂತ ಸ್ವಭಾವಿ ಪ್ರತಿಮೆ ಸ್ಥಾಪಿಸಬೇಕು ಎಂದು ಆಗ್ರಹಿಸಿದರು. ವಿಚಾರವಾದಿ ಪ್ರೊ.ಕೆ.ಎಸ್.ಭಗವಾನ್ ಮಾತನಾಡಿ, ಚಾಮುಂಡಿಬೆಟ್ಟದ ರಾಕ್ಷಸ ಮಹಿಷನ ಮೂರ್ತಿ ತೆರವುಗೊಳಿಸಿ, ಬೌದ್ಧ ಧರ್ಮ ಮಹಿಷನ ಪ್ರತಿಮೆ ಸ್ಥಾಪಿಸಬೇಕು ಎಂದು ಸರ್ಕಾರಕ್ಕೆ ಪತ್ರ ಬರೆದು ಒತ್ತಾಯಿಸಲಾಗಿದ್ದು, ಸರ್ಕಾರ ಶೀಘ್ರ ಕ್ರಮ ಕೈಗೊಳ್ಳಬೇಕು ಎಂದು ಆಗ್ರಹಿಸಿದರು. ಸುದ್ದಿಗೋಷ್ಠಿಯಲ್ಲಿ ಪದಾಧಿಕಾರಿಗಳು ಉಪಸ್ಥಿತರಿದ್ದರು.	[387, 491, 537, 937]
